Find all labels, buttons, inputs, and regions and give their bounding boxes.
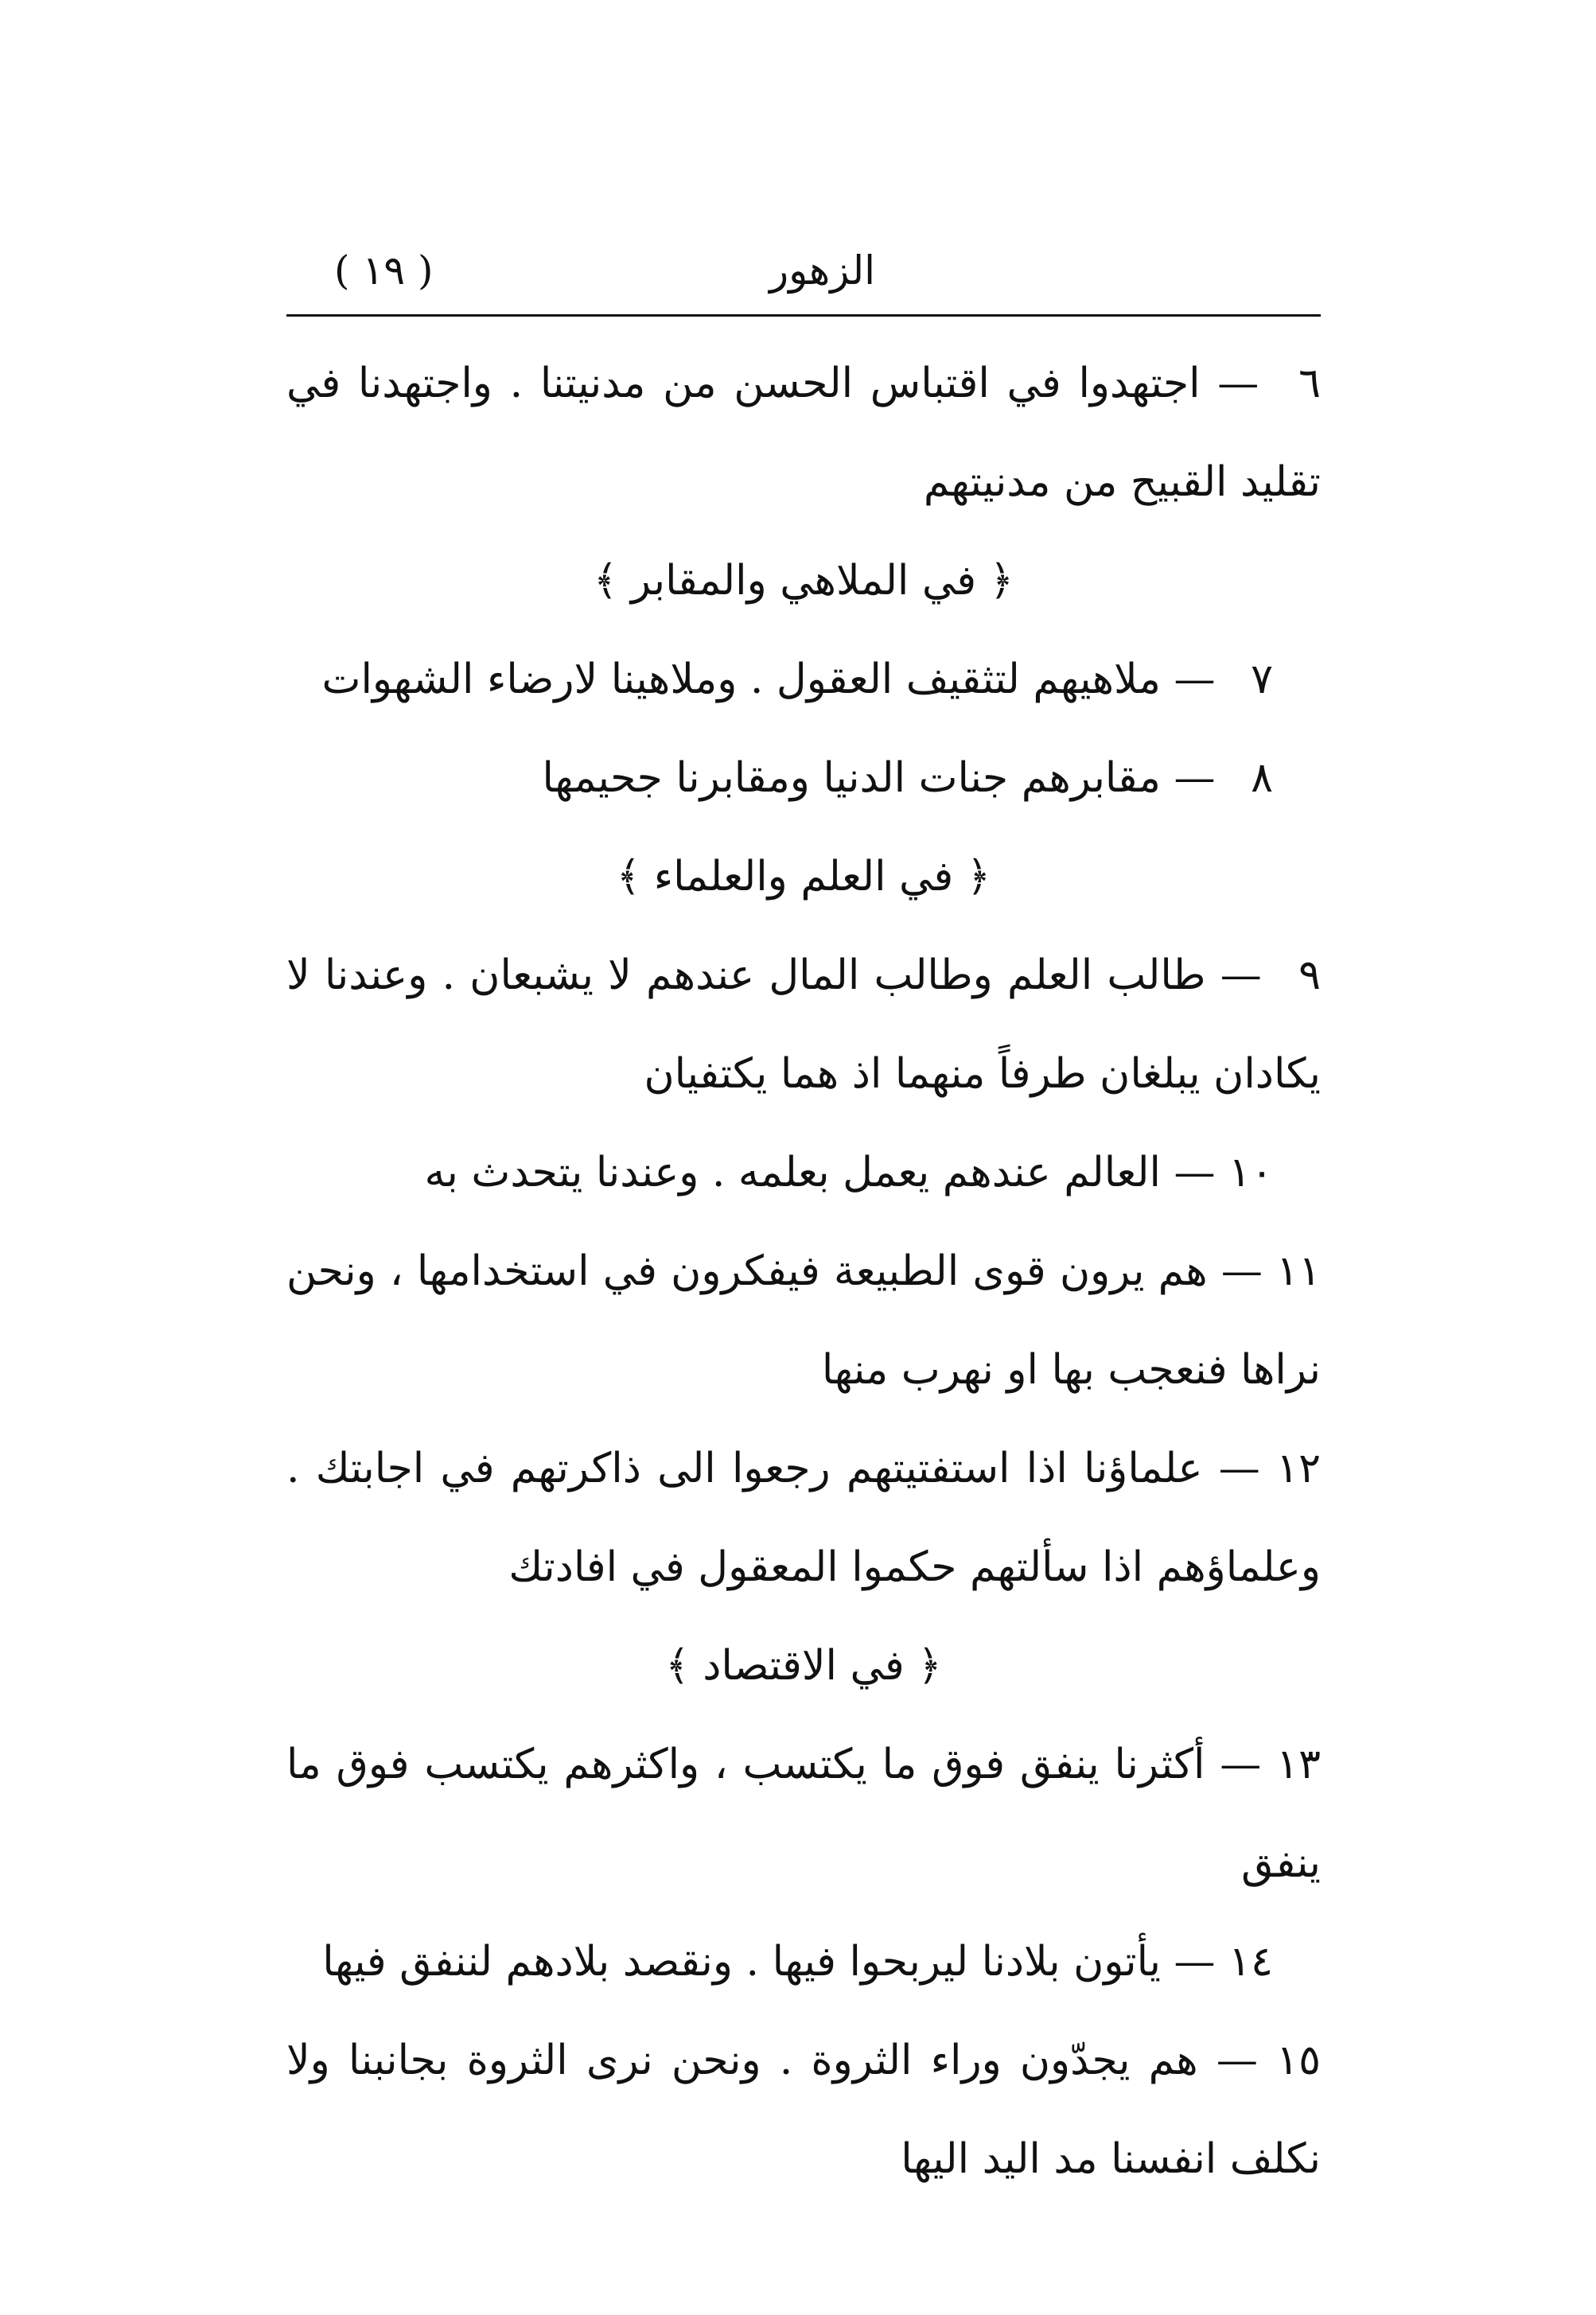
entry-number: ٩	[1298, 951, 1322, 999]
entry-dash: —	[1220, 1247, 1263, 1295]
section-heading-amusements: ﴿ في الملاهي والمقابر ﴾	[593, 557, 1014, 605]
entry-number: ٨	[1251, 754, 1273, 802]
entry-text: ملاهيهم لتثقيف العقول . وملاهينا لارضاء الشهوات	[321, 656, 1161, 703]
page-header	[286, 239, 1321, 302]
entry-text: طالب العلم وطالب المال عندهم لا يشبعان . وعندنا لا يكادان يبلغان طرفاً منهما اذ هما يكتفيان	[286, 951, 1321, 1098]
entry-dash: —	[1174, 1938, 1216, 1986]
entry-dash: —	[1174, 656, 1216, 703]
entry-dash: —	[1220, 1741, 1262, 1788]
entry-dash: —	[1174, 1149, 1216, 1196]
header-rule	[286, 314, 1321, 317]
entry-number: ١٢	[1276, 1445, 1321, 1492]
entry-11	[286, 1222, 1321, 1419]
entry-number: ١٤	[1228, 1938, 1273, 1986]
entry-7	[286, 630, 1321, 729]
entry-9	[286, 926, 1321, 1123]
entry-text: يأتون بلادنا ليربحوا فيها . ونقصد بلادهم لننفق فيها	[322, 1938, 1161, 1986]
entry-text: مقابرهم جنات الدنيا ومقابرنا جحيمها	[542, 754, 1161, 802]
entry-number: ٧	[1251, 656, 1273, 703]
entry-number: ٦	[1298, 360, 1321, 407]
entry-12	[286, 1419, 1321, 1617]
entry-text: هم يرون قوى الطبيعة فيفكرون في استخدامها ، ونحن نراها فنعجب بها او نهرب منها	[286, 1247, 1321, 1394]
entry-6	[286, 334, 1321, 531]
entry-15	[286, 2011, 1321, 2208]
entry-text: العالم عندهم يعمل بعلمه . وعندنا يتحدث به	[424, 1149, 1161, 1196]
entry-dash: —	[1174, 754, 1216, 802]
page-number: ( ١٩ )	[334, 247, 434, 294]
entry-text: اجتهدوا في اقتباس الحسن من مدنيتنا . واجتهدنا في تقليد القبيح من مدنيتهم	[286, 360, 1321, 506]
section-heading-economy: ﴿ في الاقتصاد ﴾	[665, 1642, 942, 1690]
entry-14	[286, 1912, 1321, 2011]
entry-dash: —	[1218, 1445, 1260, 1492]
section-heading-science: ﴿ في العلم والعلماء ﴾	[616, 853, 991, 901]
entry-8	[286, 729, 1321, 827]
entry-number: ١١	[1276, 1247, 1322, 1295]
entry-number: ١٥	[1276, 2037, 1321, 2084]
entry-text: هم يجدّون وراء الثروة . ونحن نرى الثروة بجانبنا ولا نكلف انفسنا مد اليد اليها	[286, 2037, 1321, 2183]
entry-dash: —	[1217, 360, 1259, 407]
entry-text: علماؤنا اذا استفتيتهم رجعوا الى ذاكرتهم في اجابتك . وعلماؤهم اذا سألتهم حكموا المعقول في افادتك	[286, 1445, 1321, 1591]
entry-10	[286, 1123, 1321, 1222]
entry-dash: —	[1220, 951, 1262, 999]
running-title: الزهور	[769, 247, 875, 294]
page-body	[286, 334, 1321, 2208]
entry-number: ١٠	[1228, 1149, 1273, 1196]
entry-text: أكثرنا ينفق فوق ما يكتسب ، واكثرهم يكتسب فوق ما ينفق	[286, 1741, 1321, 1887]
entry-13	[286, 1715, 1321, 1912]
entry-number: ١٣	[1276, 1741, 1321, 1788]
entry-dash: —	[1216, 2037, 1258, 2084]
